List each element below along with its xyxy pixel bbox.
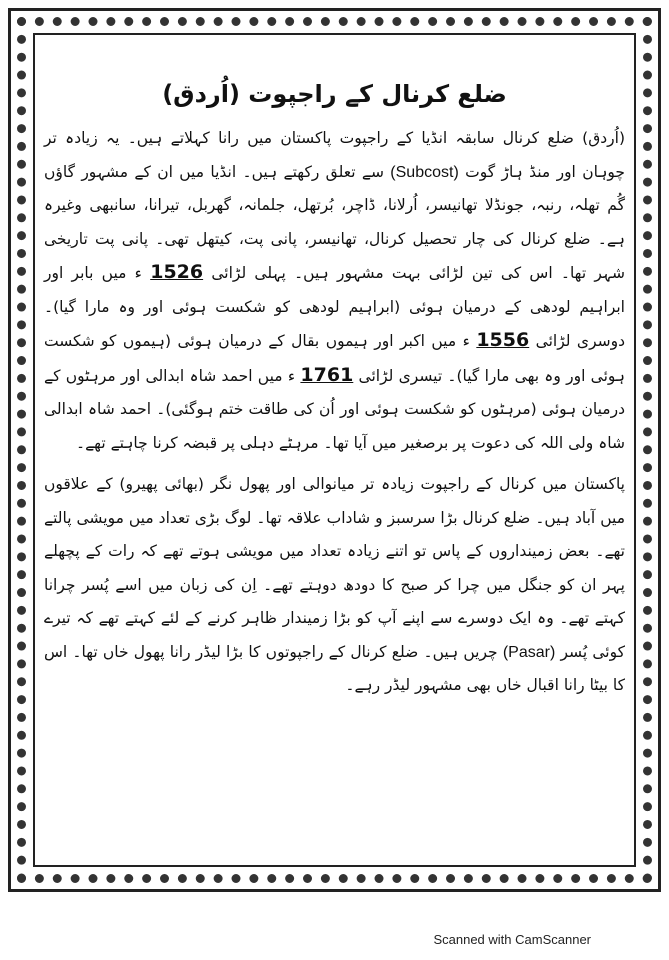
paragraph-1-text-b: سے تعلق رکھتے ہیں۔ انڈیا میں ان کے مشہور گاؤں گُم تھلہ، رنبہ، جونڈلا تھانیسر، اُرلانا، ڈاچر، بُرتھل، جلمانہ، گھربل، تیرانا، سانبھی وغیرہ ہے۔ ضلع کرنال کی چار تحصیل کرنال، تھانیسر، پانی پت، کیتھل تھی۔ پانی پت تاریخی شہر تھا۔ اس کی تین لڑائی بہت مشہور ہیں۔ پہلی لڑائی: [44, 162, 625, 282]
paragraph-1-text-c: ء میں بابر اور ابراہیم لودھی کے درمیان ہوئی (ابراہیم لودھی کو شکست ہوئی اور وہ مارا گیا)۔ دوسری لڑائی: [44, 264, 625, 350]
pasar-term: (Pasar): [502, 643, 556, 661]
document-body: [44, 80, 625, 840]
year-1761: 1761: [300, 363, 354, 386]
year-1556: 1556: [476, 329, 530, 351]
document-title: ضلع کرنال کے راجپوت (اُردق): [162, 80, 507, 108]
paragraph-2-text-a: پاکستان میں کرنال کے راجپوت زیادہ تر میانوالی اور پھول نگر (بھائی پھیرو) کے علاقوں میں آباد ہیں۔ ضلع کرنال بڑا سرسبز و شاداب علاقہ تھا۔ لوگ بڑی تعداد میں مویشی پالتے تھے۔ بعض زمینداروں کے پاس تو اتنے زیادہ تعداد میں مویشی ہوتے تھے کہ رات کے پچھلے پہر ان کو جنگل میں چرا کر صبح کا دودھ دوہتے تھے۔ اِن کی زبان میں اسے پُسر چرانا کہتے تھے۔ وہ ایک دوسرے سے اپنے آپ کو بڑا زمیندار ظاہر کرنے کے لئے کہتے تھے کہ تیرے کوئی پُسر: [44, 475, 625, 661]
scanner-watermark: Scanned with CamScanner: [433, 932, 591, 947]
paragraph-1-text-d: ء میں اکبر اور ہیموں بقال کے درمیان ہوئی (ہیموں کو شکست ہوئی اور وہ بھی مارا گیا)۔ تیسری لڑائی: [44, 332, 625, 385]
paragraph-2-text-b: چریں ہیں۔ ضلع کرنال کے راجپوتوں کا بڑا لیڈر رانا پھول خاں تھا۔ اس کا بیٹا رانا اقبال خاں بھی مشہور لیڈر رہے۔: [44, 642, 625, 694]
paragraph-1-text-e: ء میں احمد شاہ ابدالی اور مرہٹوں کے درمیان ہوئی (مرہٹوں کو شکست ہوئی اور اُن کی طاقت ختم ہوگئی)۔ احمد شاہ ابدالی شاہ ولی اللہ کی دعوت پر برصغیر میں آیا تھا۔ مرہٹے دہلی پر قبضہ کرنا چاہتے تھے۔: [44, 366, 625, 452]
paragraph-2: [44, 468, 625, 703]
paragraph-1: [44, 122, 625, 460]
year-1526: 1526: [150, 261, 204, 283]
paragraph-1-text-a: (اُردق) ضلع کرنال سابقہ انڈیا کے راجپوت پاکستان میں رانا کہلاتے ہیں۔ یہ زیادہ تر چوہان اور منڈ ہاڑ گوت: [44, 129, 625, 181]
subcost-term: (Subcost): [390, 163, 459, 181]
